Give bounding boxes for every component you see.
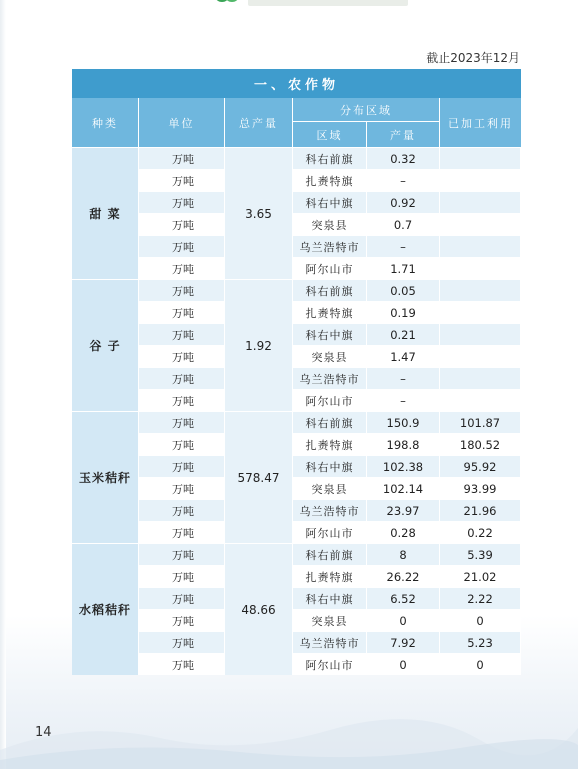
region-cell: 扎赉特旗 [293, 565, 367, 587]
unit-cell: 万吨 [139, 521, 225, 543]
crop-total: 3.65 [225, 147, 293, 279]
header-processed: 已加工利用 [440, 98, 521, 147]
output-cell: 6.52 [367, 587, 440, 609]
unit-cell: 万吨 [139, 565, 225, 587]
crop-block-sugar-beet [72, 147, 521, 279]
processed-cell: 0 [440, 609, 521, 631]
crop-block-rice-straw [72, 543, 521, 675]
header-region: 区域 [293, 122, 367, 147]
unit-cell: 万吨 [139, 499, 225, 521]
region-cell: 扎赉特旗 [293, 169, 367, 191]
processed-cell: 21.96 [440, 499, 521, 521]
unit-cell: 万吨 [139, 213, 225, 235]
unit-cell: 万吨 [139, 389, 225, 411]
processed-cell [440, 235, 521, 257]
decorative-hills [0, 690, 578, 769]
region-cell: 科右前旗 [293, 411, 367, 433]
unit-cell: 万吨 [139, 609, 225, 631]
unit-cell: 万吨 [139, 455, 225, 477]
region-cell: 乌兰浩特市 [293, 367, 367, 389]
crop-total: 48.66 [225, 543, 293, 675]
region-cell: 突泉县 [293, 213, 367, 235]
unit-cell: 万吨 [139, 543, 225, 565]
region-cell: 阿尔山市 [293, 389, 367, 411]
header-distribution-group [293, 98, 440, 147]
output-cell: 0.7 [367, 213, 440, 235]
output-cell: 8 [367, 543, 440, 565]
region-cell: 阿尔山市 [293, 257, 367, 279]
processed-cell: 0 [440, 653, 521, 675]
processed-cell [440, 147, 521, 169]
output-cell: 0 [367, 609, 440, 631]
header-distribution: 分布区域 [293, 98, 440, 122]
unit-cell: 万吨 [139, 257, 225, 279]
unit-cell: 万吨 [139, 169, 225, 191]
region-cell: 科右中旗 [293, 191, 367, 213]
processed-cell [440, 279, 521, 301]
crop-block-millet [72, 279, 521, 411]
processed-cell [440, 257, 521, 279]
region-cell: 突泉县 [293, 609, 367, 631]
region-cell: 突泉县 [293, 477, 367, 499]
region-cell: 乌兰浩特市 [293, 499, 367, 521]
region-cell: 科右前旗 [293, 543, 367, 565]
region-cell: 突泉县 [293, 345, 367, 367]
page-number: 14 [35, 725, 52, 740]
output-cell: 26.22 [367, 565, 440, 587]
processed-cell: 101.87 [440, 411, 521, 433]
unit-cell: 万吨 [139, 191, 225, 213]
processed-cell [440, 191, 521, 213]
table-header [72, 98, 521, 147]
output-cell: 102.14 [367, 477, 440, 499]
region-cell: 科右前旗 [293, 279, 367, 301]
crop-name: 谷 子 [72, 279, 139, 411]
unit-cell: 万吨 [139, 147, 225, 169]
output-cell: – [367, 389, 440, 411]
output-cell: 198.8 [367, 433, 440, 455]
header-kind: 种类 [72, 98, 139, 147]
output-cell: 0.05 [367, 279, 440, 301]
region-cell: 乌兰浩特市 [293, 631, 367, 653]
unit-cell: 万吨 [139, 301, 225, 323]
output-cell: 0.32 [367, 147, 440, 169]
crop-total: 578.47 [225, 411, 293, 543]
region-cell: 科右前旗 [293, 147, 367, 169]
region-cell: 阿尔山市 [293, 653, 367, 675]
output-cell: 0 [367, 653, 440, 675]
unit-cell: 万吨 [139, 433, 225, 455]
unit-cell: 万吨 [139, 323, 225, 345]
output-cell: 1.47 [367, 345, 440, 367]
unit-cell: 万吨 [139, 235, 225, 257]
unit-cell: 万吨 [139, 477, 225, 499]
processed-cell [440, 323, 521, 345]
table-title: 一、农作物 [72, 69, 521, 98]
processed-cell: 0.22 [440, 521, 521, 543]
unit-cell: 万吨 [139, 411, 225, 433]
output-cell: 102.38 [367, 455, 440, 477]
unit-cell: 万吨 [139, 653, 225, 675]
output-cell: 0.28 [367, 521, 440, 543]
region-cell: 扎赉特旗 [293, 301, 367, 323]
crop-name: 水稻秸秆 [72, 543, 139, 675]
header-unit: 单位 [139, 98, 225, 147]
output-cell: – [367, 235, 440, 257]
unit-cell: 万吨 [139, 631, 225, 653]
processed-cell: 21.02 [440, 565, 521, 587]
processed-cell [440, 389, 521, 411]
output-cell: – [367, 367, 440, 389]
book-spine-shadow [0, 0, 6, 769]
output-cell: 0.19 [367, 301, 440, 323]
crop-name: 甜 菜 [72, 147, 139, 279]
crop-table [72, 69, 521, 675]
crop-total: 1.92 [225, 279, 293, 411]
output-cell: 23.97 [367, 499, 440, 521]
processed-cell: 5.23 [440, 631, 521, 653]
output-cell: 0.92 [367, 191, 440, 213]
output-cell: 0.21 [367, 323, 440, 345]
region-cell: 乌兰浩特市 [293, 235, 367, 257]
processed-cell: 5.39 [440, 543, 521, 565]
processed-cell: 93.99 [440, 477, 521, 499]
header-title-cropped [248, 0, 408, 6]
processed-cell: 95.92 [440, 455, 521, 477]
output-cell: 150.9 [367, 411, 440, 433]
date-note: 截止2023年12月 [426, 51, 520, 65]
processed-cell [440, 213, 521, 235]
leaf-logo-icon [214, 0, 240, 6]
processed-cell [440, 301, 521, 323]
unit-cell: 万吨 [139, 345, 225, 367]
crop-block-corn-straw [72, 411, 521, 543]
unit-cell: 万吨 [139, 279, 225, 301]
output-cell: – [367, 169, 440, 191]
unit-cell: 万吨 [139, 587, 225, 609]
region-cell: 科右中旗 [293, 587, 367, 609]
header-total: 总产量 [225, 98, 293, 147]
unit-cell: 万吨 [139, 367, 225, 389]
processed-cell [440, 345, 521, 367]
region-cell: 科右中旗 [293, 323, 367, 345]
region-cell: 扎赉特旗 [293, 433, 367, 455]
processed-cell: 180.52 [440, 433, 521, 455]
header-output: 产量 [367, 122, 440, 147]
output-cell: 1.71 [367, 257, 440, 279]
processed-cell [440, 367, 521, 389]
processed-cell [440, 169, 521, 191]
crop-name: 玉米秸秆 [72, 411, 139, 543]
region-cell: 科右中旗 [293, 455, 367, 477]
region-cell: 阿尔山市 [293, 521, 367, 543]
output-cell: 7.92 [367, 631, 440, 653]
processed-cell: 2.22 [440, 587, 521, 609]
